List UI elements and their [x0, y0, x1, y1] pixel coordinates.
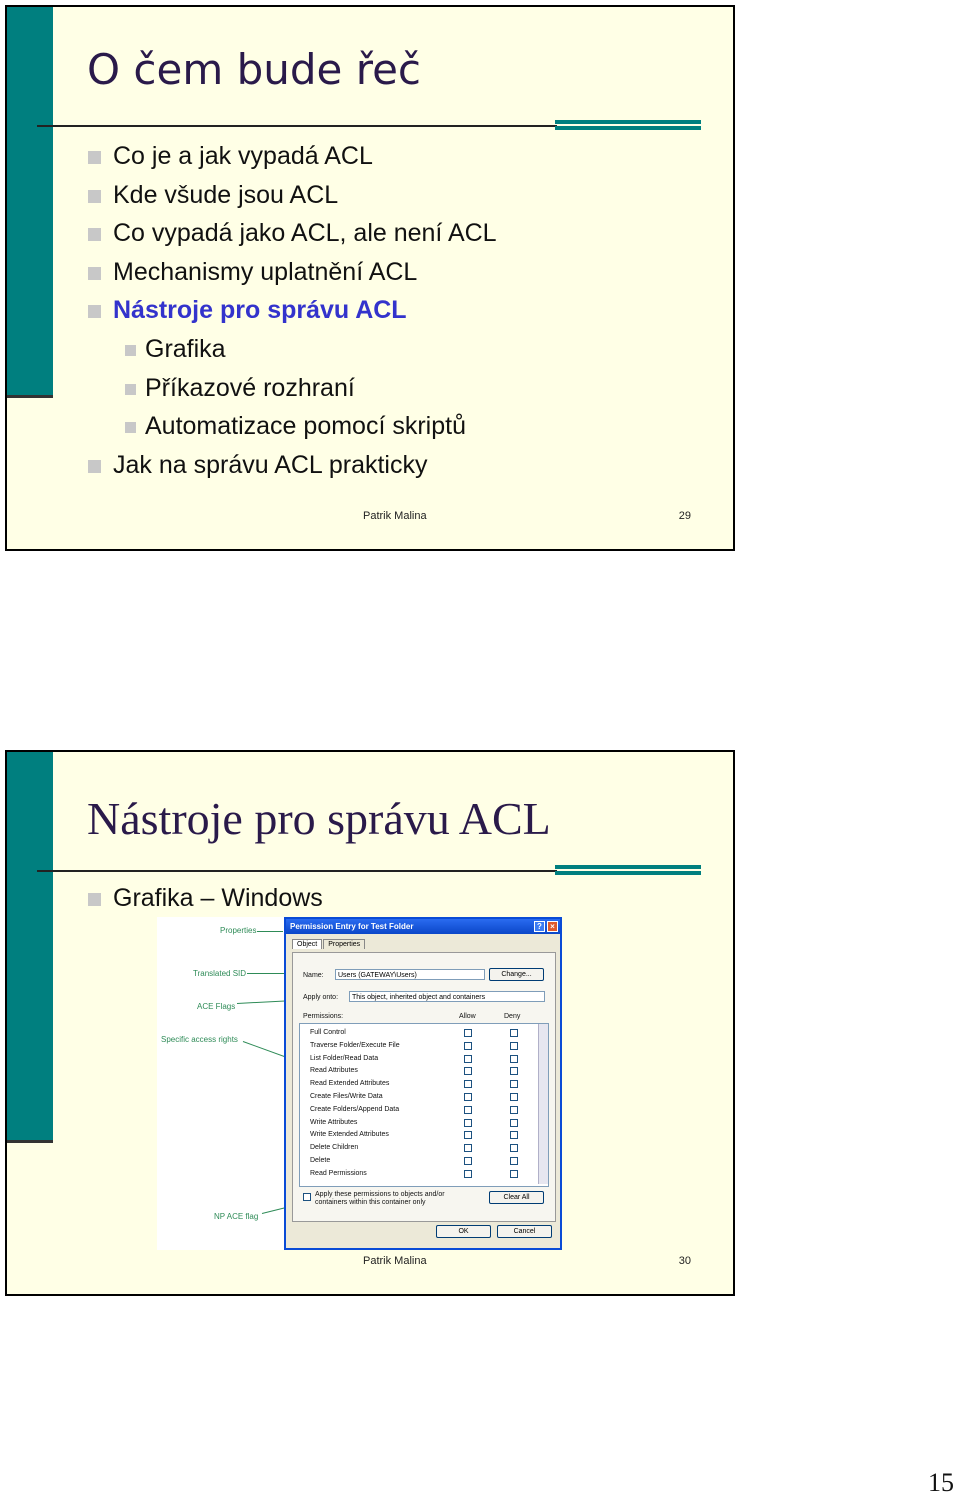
permissions-list: [299, 1023, 549, 1187]
deny-checkbox[interactable]: [510, 1080, 518, 1088]
permission-row: [300, 1053, 536, 1066]
clear-all-button[interactable]: Clear All: [489, 1191, 544, 1204]
permission-label: Write Attributes: [310, 1118, 358, 1126]
permission-label: Delete Children: [310, 1144, 359, 1152]
dialog-title-bar: [286, 919, 560, 934]
permission-label: Delete: [310, 1156, 331, 1164]
bullet-item: Co je a jak vypadá ACL: [87, 140, 497, 179]
apply-check[interactable]: [303, 1193, 311, 1201]
label-arrow: [257, 931, 283, 932]
deny-checkbox[interactable]: [510, 1067, 518, 1075]
permission-row: [300, 1104, 536, 1117]
title-divider: [37, 125, 557, 127]
allow-checkbox[interactable]: [464, 1106, 472, 1114]
tab-object[interactable]: Object: [292, 939, 322, 949]
slide-side-bar: [7, 752, 53, 1140]
permission-row: [300, 1142, 536, 1155]
permission-label: Create Files/Write Data: [310, 1092, 383, 1100]
deny-checkbox[interactable]: [510, 1157, 518, 1165]
permission-label: Read Permissions: [310, 1169, 367, 1177]
apply-onto-label: Apply onto:: [303, 994, 339, 1001]
allow-checkbox[interactable]: [464, 1067, 472, 1075]
permission-row: [300, 1065, 536, 1078]
figure-label: Specific access rights: [161, 1035, 238, 1044]
deny-checkbox[interactable]: [510, 1093, 518, 1101]
footer-author: Patrik Malina: [363, 1255, 427, 1267]
change-button[interactable]: Change...: [489, 968, 544, 981]
deny-checkbox[interactable]: [510, 1106, 518, 1114]
permissions-scrollbar[interactable]: [538, 1024, 548, 1184]
allow-checkbox[interactable]: [464, 1093, 472, 1101]
bullet-list: [87, 140, 497, 487]
footer-author: Patrik Malina: [363, 510, 427, 522]
title-divider: [37, 870, 557, 872]
slide-side-bar-edge: [7, 1140, 53, 1143]
title-accent-rule: [555, 865, 701, 869]
allow-checkbox[interactable]: [464, 1080, 472, 1088]
bullet-item: Grafika – Windows: [87, 882, 323, 921]
permission-entry-dialog: [284, 917, 562, 1250]
sub-bullet-item: Automatizace pomocí skriptů: [87, 410, 497, 449]
name-label: Name:: [303, 972, 324, 979]
page-number: 15: [928, 1468, 954, 1497]
deny-checkbox[interactable]: [510, 1029, 518, 1037]
figure-label: ACE Flags: [197, 1002, 236, 1011]
deny-header: Deny: [504, 1013, 521, 1020]
permission-label: Read Extended Attributes: [310, 1080, 390, 1088]
bullet-list: [87, 882, 323, 921]
permission-row: [300, 1040, 536, 1053]
deny-checkbox[interactable]: [510, 1131, 518, 1139]
permission-row: [300, 1168, 536, 1181]
dialog-tabs: [292, 939, 366, 949]
title-accent-rule: [555, 871, 701, 875]
permission-row: [300, 1078, 536, 1091]
deny-checkbox[interactable]: [510, 1042, 518, 1050]
permission-label: List Folder/Read Data: [310, 1054, 379, 1062]
cancel-button[interactable]: Cancel: [497, 1225, 552, 1238]
allow-checkbox[interactable]: [464, 1131, 472, 1139]
permission-row: [300, 1117, 536, 1130]
apply-onto-select[interactable]: This object, inherited object and containers: [349, 991, 545, 1002]
ok-button[interactable]: OK: [436, 1225, 491, 1238]
title-accent-rule: [555, 126, 701, 130]
permission-row: [300, 1155, 536, 1168]
slide-title: O čem bude řeč: [87, 45, 422, 94]
allow-checkbox[interactable]: [464, 1170, 472, 1178]
permission-row: [300, 1027, 536, 1040]
bullet-item: Co vypadá jako ACL, ale není ACL: [87, 217, 497, 256]
allow-checkbox[interactable]: [464, 1042, 472, 1050]
sub-bullet-item: Příkazové rozhraní: [87, 372, 497, 411]
permission-label: Write Extended Attributes: [310, 1131, 389, 1139]
bullet-item: Jak na správu ACL prakticky: [87, 449, 497, 488]
deny-checkbox[interactable]: [510, 1170, 518, 1178]
deny-checkbox[interactable]: [510, 1144, 518, 1152]
help-icon[interactable]: ?: [534, 921, 545, 932]
allow-checkbox[interactable]: [464, 1119, 472, 1127]
slide-side-bar-edge: [7, 395, 53, 398]
permission-label: Create Folders/Append Data: [310, 1105, 400, 1113]
figure-label: NP ACE flag: [214, 1212, 259, 1221]
permission-row: [300, 1091, 536, 1104]
bullet-item: Mechanismy uplatnění ACL: [87, 256, 497, 295]
tab-properties[interactable]: Properties: [323, 939, 365, 949]
permission-row: [300, 1129, 536, 1142]
slide-title: Nástroje pro správu ACL: [87, 793, 551, 844]
slide-number: 30: [678, 1255, 691, 1267]
acl-dialog-screenshot: [157, 917, 562, 1250]
allow-header: Allow: [459, 1013, 476, 1020]
title-accent-rule: [555, 120, 701, 124]
name-field[interactable]: Users (GATEWAY\Users): [335, 969, 485, 980]
permission-label: Read Attributes: [310, 1067, 358, 1075]
apply-check-label: Apply these permissions to objects and/or containers within this container only: [315, 1191, 445, 1206]
deny-checkbox[interactable]: [510, 1055, 518, 1063]
bullet-item: Kde všude jsou ACL: [87, 179, 497, 218]
allow-checkbox[interactable]: [464, 1144, 472, 1152]
permission-label: Full Control: [310, 1029, 346, 1036]
slide-number: 29: [678, 510, 691, 522]
figure-label: Properties: [220, 926, 257, 935]
close-icon[interactable]: ×: [547, 921, 558, 932]
permissions-label: Permissions:: [303, 1013, 344, 1020]
slide-side-bar: [7, 7, 53, 395]
sub-bullet-item: Grafika: [87, 333, 497, 372]
bullet-item-highlighted: Nástroje pro správu ACL: [87, 294, 497, 333]
allow-checkbox[interactable]: [464, 1157, 472, 1165]
deny-checkbox[interactable]: [510, 1119, 518, 1127]
slide-29: [5, 5, 735, 551]
slide-30: [5, 750, 735, 1296]
allow-checkbox[interactable]: [464, 1055, 472, 1063]
permission-label: Traverse Folder/Execute File: [310, 1041, 400, 1049]
figure-label: Translated SID: [193, 969, 247, 978]
allow-checkbox[interactable]: [464, 1029, 472, 1037]
dialog-title: Permission Entry for Test Folder: [290, 922, 414, 931]
dialog-panel: [292, 952, 556, 1222]
